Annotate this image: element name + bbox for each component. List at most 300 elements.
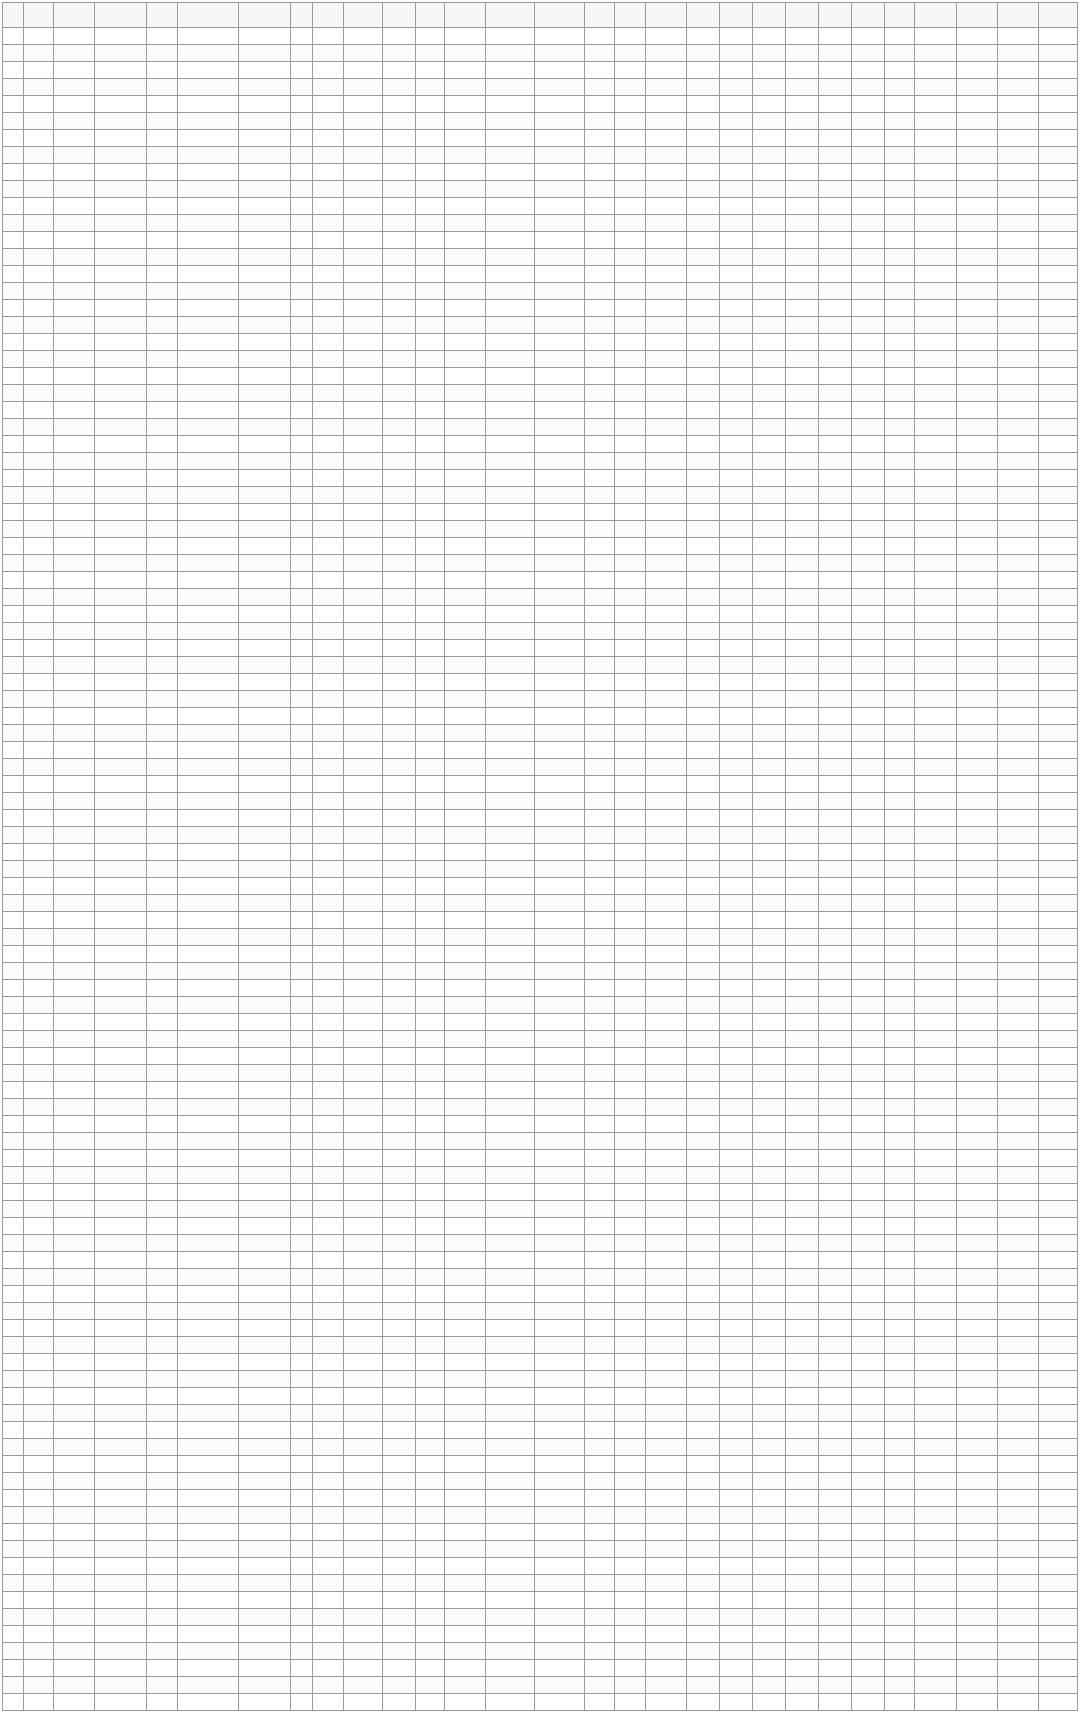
table-cell: [646, 1592, 687, 1609]
table-row: [3, 572, 1078, 589]
table-cell: [646, 215, 687, 232]
table-cell: [687, 1558, 720, 1575]
table-cell: [818, 1490, 851, 1507]
table-cell: [177, 96, 239, 113]
table-cell: [615, 1167, 646, 1184]
table-cell: [485, 317, 534, 334]
table-cell: [3, 334, 24, 351]
table-cell: [383, 1082, 416, 1099]
table-cell: [584, 402, 615, 419]
table-cell: [753, 1609, 786, 1626]
table-cell: [535, 1099, 584, 1116]
table-cell: [485, 1643, 534, 1660]
table-cell: [54, 1065, 95, 1082]
table-cell: [54, 606, 95, 623]
table-cell: [3, 810, 24, 827]
table-cell: [146, 929, 177, 946]
table-cell: [1038, 1388, 1077, 1405]
table-cell: [290, 368, 313, 385]
table-cell: [687, 1133, 720, 1150]
table-cell: [239, 997, 290, 1014]
table-cell: [383, 759, 416, 776]
table-cell: [239, 1558, 290, 1575]
table-cell: [687, 878, 720, 895]
table-cell: [615, 1677, 646, 1694]
table-cell: [535, 861, 584, 878]
table-cell: [535, 487, 584, 504]
table-cell: [1038, 334, 1077, 351]
table-cell: [54, 419, 95, 436]
table-cell: [54, 1320, 95, 1337]
table-cell: [956, 861, 997, 878]
table-cell: [177, 1490, 239, 1507]
table-cell: [290, 1099, 313, 1116]
table-cell: [851, 810, 884, 827]
table-cell: [54, 1473, 95, 1490]
table-cell: [344, 538, 383, 555]
table-cell: [95, 1388, 146, 1405]
table-cell: [818, 283, 851, 300]
table-cell: [851, 147, 884, 164]
table-cell: [753, 1541, 786, 1558]
table-cell: [535, 385, 584, 402]
table-cell: [851, 929, 884, 946]
table-cell: [177, 317, 239, 334]
table-cell: [416, 1048, 445, 1065]
table-cell: [416, 1354, 445, 1371]
table-cell: [313, 1201, 344, 1218]
table-cell: [177, 538, 239, 555]
table-cell: [444, 1303, 485, 1320]
table-cell: [485, 164, 534, 181]
table-cell: [851, 436, 884, 453]
table-cell: [23, 1167, 54, 1184]
table-cell: [997, 946, 1038, 963]
table-cell: [290, 1405, 313, 1422]
table-cell: [290, 1609, 313, 1626]
table-cell: [177, 810, 239, 827]
table-cell: [23, 1099, 54, 1116]
table-cell: [177, 1541, 239, 1558]
table-cell: [485, 402, 534, 419]
table-row: [3, 1439, 1078, 1456]
table-cell: [54, 555, 95, 572]
table-cell: [3, 742, 24, 759]
table-cell: [344, 1490, 383, 1507]
table-cell: [383, 1405, 416, 1422]
table-cell: [239, 963, 290, 980]
table-cell: [23, 1269, 54, 1286]
table-cell: [884, 606, 915, 623]
table-cell: [753, 436, 786, 453]
table-cell: [95, 708, 146, 725]
table-cell: [584, 504, 615, 521]
table-cell: [535, 708, 584, 725]
table-cell: [615, 1694, 646, 1711]
table-cell: [95, 130, 146, 147]
table-cell: [95, 742, 146, 759]
table-cell: [646, 912, 687, 929]
table-cell: [485, 147, 534, 164]
table-cell: [785, 1252, 818, 1269]
table-cell: [687, 810, 720, 827]
table-cell: [444, 1507, 485, 1524]
table-cell: [95, 232, 146, 249]
table-cell: [884, 1031, 915, 1048]
table-cell: [95, 1422, 146, 1439]
table-cell: [851, 1303, 884, 1320]
table-cell: [344, 1609, 383, 1626]
table-cell: [535, 198, 584, 215]
column-header: [535, 3, 584, 28]
table-cell: [416, 1150, 445, 1167]
table-cell: [851, 895, 884, 912]
table-cell: [956, 844, 997, 861]
table-cell: [584, 640, 615, 657]
table-cell: [146, 1167, 177, 1184]
table-cell: [997, 96, 1038, 113]
table-cell: [720, 1456, 753, 1473]
table-cell: [23, 1609, 54, 1626]
table-cell: [23, 657, 54, 674]
table-cell: [915, 1422, 956, 1439]
table-cell: [416, 1456, 445, 1473]
table-cell: [997, 1694, 1038, 1711]
table-cell: [344, 1218, 383, 1235]
table-cell: [23, 861, 54, 878]
table-cell: [95, 62, 146, 79]
table-cell: [290, 776, 313, 793]
table-cell: [177, 249, 239, 266]
table-cell: [720, 946, 753, 963]
table-cell: [687, 79, 720, 96]
table-cell: [915, 742, 956, 759]
table-cell: [416, 1201, 445, 1218]
table-cell: [239, 1439, 290, 1456]
table-cell: [239, 1643, 290, 1660]
table-cell: [915, 1405, 956, 1422]
table-cell: [313, 623, 344, 640]
table-cell: [535, 1133, 584, 1150]
table-cell: [383, 113, 416, 130]
table-cell: [818, 249, 851, 266]
table-cell: [23, 1490, 54, 1507]
table-cell: [615, 1609, 646, 1626]
table-cell: [535, 1439, 584, 1456]
table-cell: [23, 351, 54, 368]
table-cell: [915, 1388, 956, 1405]
table-cell: [23, 402, 54, 419]
table-cell: [23, 1388, 54, 1405]
table-cell: [753, 385, 786, 402]
table-cell: [146, 997, 177, 1014]
table-cell: [146, 623, 177, 640]
table-cell: [54, 1133, 95, 1150]
table-cell: [444, 181, 485, 198]
table-cell: [584, 1592, 615, 1609]
table-cell: [444, 1592, 485, 1609]
table-cell: [313, 351, 344, 368]
table-cell: [956, 300, 997, 317]
table-cell: [95, 1677, 146, 1694]
table-cell: [687, 606, 720, 623]
table-cell: [146, 1014, 177, 1031]
table-cell: [915, 810, 956, 827]
table-cell: [615, 1201, 646, 1218]
table-cell: [915, 1558, 956, 1575]
table-cell: [753, 147, 786, 164]
table-cell: [444, 623, 485, 640]
table-cell: [646, 96, 687, 113]
table-cell: [884, 674, 915, 691]
table-cell: [54, 470, 95, 487]
table-cell: [95, 555, 146, 572]
table-cell: [615, 1388, 646, 1405]
table-cell: [383, 1031, 416, 1048]
table-cell: [720, 232, 753, 249]
table-cell: [313, 232, 344, 249]
table-cell: [956, 912, 997, 929]
table-cell: [344, 62, 383, 79]
table-cell: [997, 861, 1038, 878]
table-cell: [615, 1252, 646, 1269]
table-cell: [146, 1303, 177, 1320]
table-cell: [485, 385, 534, 402]
table-cell: [753, 1422, 786, 1439]
table-cell: [884, 215, 915, 232]
table-cell: [344, 895, 383, 912]
table-cell: [785, 96, 818, 113]
table-cell: [615, 1320, 646, 1337]
table-cell: [239, 1303, 290, 1320]
table-cell: [785, 555, 818, 572]
table-cell: [177, 572, 239, 589]
table-cell: [290, 419, 313, 436]
table-cell: [95, 300, 146, 317]
table-cell: [95, 1405, 146, 1422]
table-cell: [584, 28, 615, 45]
table-cell: [753, 1575, 786, 1592]
table-cell: [416, 572, 445, 589]
table-cell: [1038, 878, 1077, 895]
table-cell: [239, 62, 290, 79]
table-cell: [753, 1507, 786, 1524]
table-cell: [535, 249, 584, 266]
table-cell: [383, 1524, 416, 1541]
table-cell: [646, 691, 687, 708]
table-cell: [584, 113, 615, 130]
table-cell: [146, 28, 177, 45]
table-cell: [851, 606, 884, 623]
table-row: [3, 963, 1078, 980]
table-cell: [344, 1422, 383, 1439]
table-cell: [416, 1269, 445, 1286]
table-cell: [720, 28, 753, 45]
table-cell: [535, 963, 584, 980]
table-cell: [146, 1201, 177, 1218]
table-cell: [997, 606, 1038, 623]
table-cell: [146, 1150, 177, 1167]
table-cell: [239, 1575, 290, 1592]
table-cell: [239, 1167, 290, 1184]
table-cell: [54, 504, 95, 521]
table-cell: [997, 1473, 1038, 1490]
table-cell: [383, 861, 416, 878]
table-cell: [344, 1592, 383, 1609]
table-cell: [177, 1014, 239, 1031]
table-cell: [1038, 1371, 1077, 1388]
table-cell: [915, 1235, 956, 1252]
table-cell: [1038, 844, 1077, 861]
table-cell: [915, 1218, 956, 1235]
table-cell: [313, 1167, 344, 1184]
table-cell: [687, 249, 720, 266]
table-cell: [177, 1082, 239, 1099]
table-cell: [485, 1082, 534, 1099]
table-cell: [23, 130, 54, 147]
table-cell: [54, 657, 95, 674]
table-cell: [646, 997, 687, 1014]
table-cell: [753, 368, 786, 385]
table-cell: [239, 1116, 290, 1133]
table-cell: [146, 368, 177, 385]
table-cell: [313, 878, 344, 895]
table-cell: [997, 1303, 1038, 1320]
table-row: [3, 691, 1078, 708]
table-cell: [753, 1694, 786, 1711]
table-cell: [720, 1133, 753, 1150]
table-cell: [239, 742, 290, 759]
table-cell: [146, 113, 177, 130]
table-cell: [956, 113, 997, 130]
table-cell: [177, 742, 239, 759]
table-cell: [851, 419, 884, 436]
table-cell: [23, 521, 54, 538]
table-cell: [95, 759, 146, 776]
table-cell: [95, 827, 146, 844]
table-cell: [3, 1660, 24, 1677]
table-cell: [687, 640, 720, 657]
table-cell: [3, 368, 24, 385]
table-cell: [444, 521, 485, 538]
table-cell: [239, 283, 290, 300]
table-cell: [54, 1626, 95, 1643]
table-row: [3, 1575, 1078, 1592]
table-cell: [95, 861, 146, 878]
table-cell: [416, 1235, 445, 1252]
table-cell: [485, 708, 534, 725]
table-cell: [646, 1320, 687, 1337]
table-cell: [753, 198, 786, 215]
table-cell: [851, 1490, 884, 1507]
table-cell: [785, 1133, 818, 1150]
table-cell: [956, 334, 997, 351]
table-cell: [851, 402, 884, 419]
table-cell: [884, 572, 915, 589]
table-cell: [416, 436, 445, 453]
table-cell: [818, 1677, 851, 1694]
table-cell: [23, 368, 54, 385]
table-cell: [720, 674, 753, 691]
table-cell: [313, 810, 344, 827]
table-cell: [1038, 606, 1077, 623]
table-cell: [1038, 1575, 1077, 1592]
table-cell: [997, 929, 1038, 946]
table-cell: [584, 1541, 615, 1558]
table-cell: [997, 1133, 1038, 1150]
table-cell: [344, 1694, 383, 1711]
table-cell: [851, 793, 884, 810]
table-cell: [485, 62, 534, 79]
table-cell: [997, 1456, 1038, 1473]
table-cell: [383, 963, 416, 980]
table-cell: [956, 368, 997, 385]
table-cell: [1038, 1133, 1077, 1150]
table-cell: [313, 1235, 344, 1252]
table-cell: [416, 453, 445, 470]
table-cell: [646, 1048, 687, 1065]
table-cell: [997, 130, 1038, 147]
table-cell: [956, 657, 997, 674]
job-posting-table: [2, 2, 1078, 1711]
table-cell: [884, 1354, 915, 1371]
table-cell: [956, 1643, 997, 1660]
table-cell: [444, 1439, 485, 1456]
table-cell: [956, 606, 997, 623]
table-cell: [313, 1303, 344, 1320]
table-row: [3, 674, 1078, 691]
table-cell: [720, 895, 753, 912]
table-cell: [915, 1473, 956, 1490]
table-cell: [344, 1252, 383, 1269]
table-cell: [818, 742, 851, 759]
table-cell: [956, 538, 997, 555]
table-cell: [615, 1626, 646, 1643]
table-cell: [95, 351, 146, 368]
table-cell: [54, 215, 95, 232]
table-cell: [785, 929, 818, 946]
table-cell: [753, 538, 786, 555]
table-cell: [785, 45, 818, 62]
table-cell: [239, 1048, 290, 1065]
table-cell: [177, 657, 239, 674]
table-cell: [535, 895, 584, 912]
table-cell: [753, 997, 786, 1014]
table-cell: [290, 623, 313, 640]
table-cell: [146, 470, 177, 487]
table-cell: [444, 504, 485, 521]
table-cell: [95, 1490, 146, 1507]
table-cell: [383, 1218, 416, 1235]
table-cell: [615, 147, 646, 164]
table-cell: [444, 1252, 485, 1269]
table-cell: [485, 419, 534, 436]
table-cell: [444, 1099, 485, 1116]
table-cell: [313, 1558, 344, 1575]
table-cell: [753, 1218, 786, 1235]
table-cell: [416, 351, 445, 368]
table-cell: [753, 130, 786, 147]
table-cell: [239, 334, 290, 351]
table-cell: [54, 96, 95, 113]
table-cell: [687, 1014, 720, 1031]
table-cell: [720, 997, 753, 1014]
table-cell: [239, 419, 290, 436]
table-cell: [818, 62, 851, 79]
table-cell: [146, 317, 177, 334]
table-cell: [239, 1490, 290, 1507]
table-cell: [239, 725, 290, 742]
